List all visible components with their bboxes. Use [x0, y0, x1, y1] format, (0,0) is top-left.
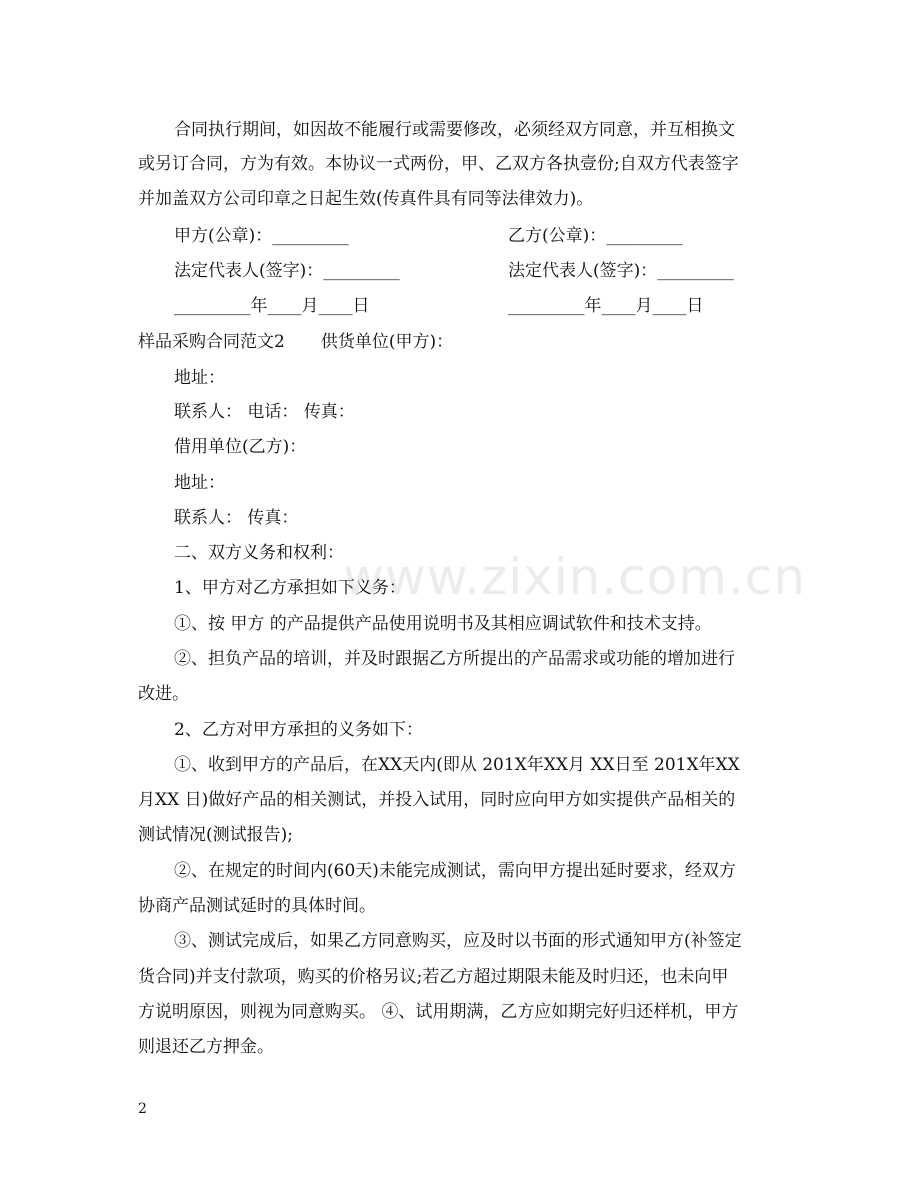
section-heading: 二、双方义务和权利：	[174, 543, 344, 563]
party-a-date: _________年____月____日	[174, 296, 370, 316]
phone-label: 电话：	[247, 402, 299, 422]
paragraph-line: 并加盖双方公司印章之日起生效(传真件具有同等法律效力)。	[138, 189, 594, 209]
supplier-label: 供货单位(甲方)：	[320, 332, 454, 352]
party-a-duty-item: ①、按 甲方 的产品提供产品使用说明书及其相应调试软件和技术支持。	[174, 614, 712, 634]
paragraph-line: 协商产品测试延时的具体时间。	[138, 896, 376, 916]
contact-label: 联系人：	[174, 508, 242, 528]
paragraph-line: 测试情况(测试报告);	[138, 825, 293, 845]
paragraph-line: 月XX 日)做好产品的相关测试，并投入试用，同时应向甲方如实提供产品相关的	[138, 790, 736, 810]
party-a-duty-item: ②、担负产品的培训，并及时跟据乙方所提出的产品需求或功能的增加进行	[174, 649, 735, 669]
paragraph-line: 合同执行期间，如因故不能履行或需要修改，必须经双方同意，并互相换文	[174, 120, 735, 140]
page-number: 2	[138, 1101, 147, 1117]
paragraph-line: 则退还乙方押金。	[138, 1037, 274, 1057]
party-b-duty-item: ①、收到甲方的产品后，在XX天内(即从 201X年XX月 XX日至 201X年XX	[174, 755, 740, 775]
borrower-address: 地址：	[174, 473, 225, 493]
paragraph-line: 货合同)并支付款项，购买的价格另议;若乙方超过期限未能及时归还，也未向甲	[138, 967, 729, 987]
party-b-duty-item: ③、测试完成后，如果乙方同意购买，应及时以书面的形式通知甲方(补签定	[174, 931, 742, 951]
paragraph-line: 方说明原因，则视为同意购买。 ④、试用期满，乙方应如期完好归还样机，甲方	[138, 1002, 739, 1022]
borrower-label: 借用单位(乙方)：	[174, 437, 307, 457]
party-b-seal: 乙方(公章)：_________	[508, 226, 683, 246]
party-a-representative: 法定代表人(签字)：_________	[174, 261, 400, 281]
party-a-seal: 甲方(公章)：_________	[174, 226, 349, 246]
contract-title: 样品采购合同范文2	[138, 332, 285, 352]
borrower-contact-line	[174, 506, 824, 530]
contact-label: 联系人：	[174, 402, 242, 422]
paragraph-line: 改进。	[138, 684, 189, 704]
section-title-line	[138, 330, 788, 354]
fax-label: 传真：	[247, 508, 299, 528]
supplier-contact-line	[174, 400, 824, 424]
fax-label: 传真：	[303, 402, 355, 422]
party-a-duty-title: 1、甲方对乙方承担如下义务：	[174, 578, 406, 598]
paragraph-line: 或另订合同，方为有效。本协议一式两份，甲、乙双方各执壹份;自双方代表签字	[138, 154, 739, 174]
party-b-date: _________年____月____日	[508, 296, 704, 316]
party-b-duty-title: 2、乙方对甲方承担的义务如下：	[174, 720, 423, 740]
party-b-representative: 法定代表人(签字)：_________	[508, 261, 734, 281]
supplier-address: 地址：	[174, 368, 225, 388]
watermark: www.zixin.com.cn	[343, 548, 807, 606]
party-b-duty-item: ②、在规定的时间内(60天)未能完成测试，需向甲方提出延时要求，经双方	[174, 861, 736, 881]
